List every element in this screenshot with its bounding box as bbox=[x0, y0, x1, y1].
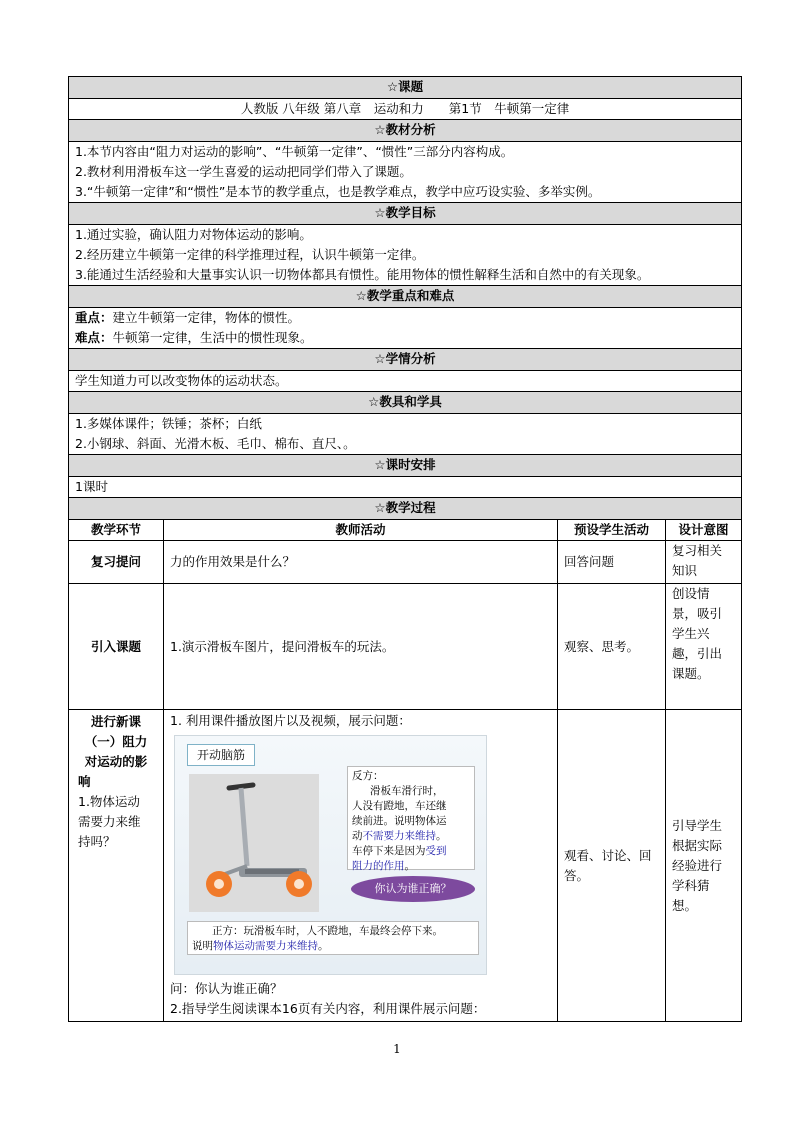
intent-line: 引导学生 bbox=[672, 817, 723, 833]
column-header-teacher: 教师活动 bbox=[164, 520, 558, 541]
stage-line: 响 bbox=[78, 774, 91, 789]
slide-title: 开动脑筋 bbox=[187, 744, 255, 766]
student-cell: 观看、讨论、回答。 bbox=[558, 710, 666, 1022]
section-header-process: ☆教学过程 bbox=[69, 498, 742, 520]
difficulty-label: 难点： bbox=[75, 330, 113, 345]
zheng-line: 正方：玩滑板车时，人不蹬地，车最终会停下来。 bbox=[212, 925, 443, 937]
stage-cell: 复习提问 bbox=[69, 541, 164, 584]
intent-line: 知识 bbox=[672, 563, 698, 578]
fan-emphasis: 不需要力来维持 bbox=[362, 830, 436, 842]
teacher-question: 问：你认为谁正确？ bbox=[170, 981, 283, 996]
fan-emphasis: 阻力的作用 bbox=[352, 860, 405, 872]
fan-text: 动 bbox=[352, 830, 363, 842]
teacher-cell bbox=[164, 710, 558, 1022]
stage-cell bbox=[69, 710, 164, 1022]
analysis-line: 2.教材利用滑板车这一学生喜爱的运动把同学们带入了课题。 bbox=[75, 164, 412, 179]
fan-label: 反方： bbox=[352, 770, 384, 782]
section-header-goals: ☆教学目标 bbox=[69, 203, 742, 225]
key-label: 重点： bbox=[75, 310, 113, 325]
intent-line: 想。 bbox=[672, 897, 698, 913]
goals-content bbox=[69, 225, 742, 286]
intent-line: 复习相关 bbox=[672, 543, 723, 558]
courseware-slide bbox=[174, 735, 487, 975]
intent-line: 课题。 bbox=[672, 666, 710, 681]
section-header-tools: ☆教具和学具 bbox=[69, 392, 742, 414]
stage-sub-line: 需要力来维 bbox=[78, 814, 141, 829]
tools-line: 1.多媒体课件；铁锤；茶杯；白纸 bbox=[75, 416, 262, 431]
intent-cell bbox=[666, 710, 742, 1022]
fan-line: 滑板车滑行时， bbox=[370, 785, 444, 797]
intent-line: 景，吸引 bbox=[672, 606, 723, 621]
fan-line: 人没有蹬地，车还继 bbox=[352, 800, 447, 812]
teacher-cell: 1.演示滑板车图片，提问滑板车的玩法。 bbox=[164, 584, 558, 710]
section-header-analysis: ☆教材分析 bbox=[69, 120, 742, 142]
stage-line: （一）阻力 bbox=[84, 734, 148, 749]
time-content: 1课时 bbox=[69, 477, 742, 498]
page-number: 1 bbox=[393, 1042, 401, 1056]
stage-sub-line: 持吗？ bbox=[78, 834, 116, 849]
stage-line: 对运动的影 bbox=[84, 754, 148, 769]
fan-emphasis: 受到 bbox=[425, 845, 447, 857]
section-header-students: ☆学情分析 bbox=[69, 349, 742, 371]
intent-line: 趣，引出 bbox=[672, 646, 723, 661]
fan-text: 车停下来是因为 bbox=[352, 845, 426, 857]
section-header-title: ☆课题 bbox=[69, 77, 742, 99]
student-cell: 观察、思考。 bbox=[558, 584, 666, 710]
intent-line: 学生兴 bbox=[672, 626, 710, 641]
teacher-cell: 力的作用效果是什么？ bbox=[164, 541, 558, 584]
fan-line: 续前进。说明物体运 bbox=[352, 815, 447, 827]
intent-line: 根据实际 bbox=[672, 837, 723, 853]
tools-content bbox=[69, 414, 742, 455]
intent-cell bbox=[666, 584, 742, 710]
stage-cell: 引入课题 bbox=[69, 584, 164, 710]
teacher-next-step: 2.指导学生阅读课本16页有关内容，利用课件展示问题： bbox=[170, 1001, 486, 1016]
goal-line: 3.能通过生活经验和大量事实认识一切物体都具有惯性。能用物体的惯性解释生活和自然中的有关现象。 bbox=[75, 267, 650, 282]
key-points-content bbox=[69, 308, 742, 349]
goal-line: 1.通过实验，确认阻力对物体运动的影响。 bbox=[75, 227, 312, 242]
table-row bbox=[69, 710, 742, 1022]
lesson-plan bbox=[68, 76, 741, 1022]
intent-cell bbox=[666, 541, 742, 584]
stage-line: 进行新课 bbox=[90, 714, 141, 729]
intent-line: 创设情 bbox=[672, 586, 710, 601]
section-header-time: ☆课时安排 bbox=[69, 455, 742, 477]
column-header-student: 预设学生活动 bbox=[558, 520, 666, 541]
analysis-line: 1.本节内容由“阻力对运动的影响”、“牛顿第一定律”、“惯性”三部分内容构成。 bbox=[75, 144, 514, 159]
goal-line: 2.经历建立牛顿第一定律的科学推理过程，认识牛顿第一定律。 bbox=[75, 247, 425, 262]
lesson-title: 人教版 八年级 第八章 运动和力 第1节 牛顿第一定律 bbox=[69, 99, 742, 120]
column-header-stage: 教学环节 bbox=[69, 520, 164, 541]
table-row bbox=[69, 541, 742, 584]
tools-line: 2.小钢球、斜面、光滑木板、毛巾、棉布、直尺、。 bbox=[75, 436, 356, 451]
zheng-text: 说明 bbox=[192, 940, 213, 952]
column-header-intent: 设计意图 bbox=[666, 520, 742, 541]
fan-text: 。 bbox=[436, 830, 447, 842]
scooter-image bbox=[189, 774, 319, 912]
zheng-text: 。 bbox=[318, 940, 329, 952]
opposing-view-bubble bbox=[347, 766, 475, 870]
process-column-headers bbox=[69, 520, 742, 541]
question-oval: 你认为谁正确？ bbox=[351, 876, 475, 902]
lesson-plan-table bbox=[68, 76, 742, 1022]
stage-sub-line: 1.物体运动 bbox=[78, 794, 140, 809]
analysis-content bbox=[69, 142, 742, 203]
key-text: 建立牛顿第一定律，物体的惯性。 bbox=[112, 310, 301, 325]
section-header-key-points: ☆教学重点和难点 bbox=[69, 286, 742, 308]
zheng-emphasis: 物体运动需要力来维持 bbox=[213, 940, 318, 952]
supporting-view-box bbox=[187, 921, 479, 955]
student-cell: 回答问题 bbox=[558, 541, 666, 584]
table-row bbox=[69, 584, 742, 710]
intent-line: 经验进行 bbox=[672, 857, 723, 873]
intent-line: 学科猜 bbox=[672, 877, 710, 893]
teacher-intro: 1. 利用课件播放图片以及视频，展示问题： bbox=[170, 713, 411, 728]
difficulty-text: 牛顿第一定律，生活中的惯性现象。 bbox=[112, 330, 313, 345]
analysis-line: 3.“牛顿第一定律”和“惯性”是本节的教学重点，也是教学难点，教学中应巧设实验、多举实例。 bbox=[75, 184, 601, 199]
students-content: 学生知道力可以改变物体的运动状态。 bbox=[69, 371, 742, 392]
fan-text: 。 bbox=[404, 860, 415, 872]
